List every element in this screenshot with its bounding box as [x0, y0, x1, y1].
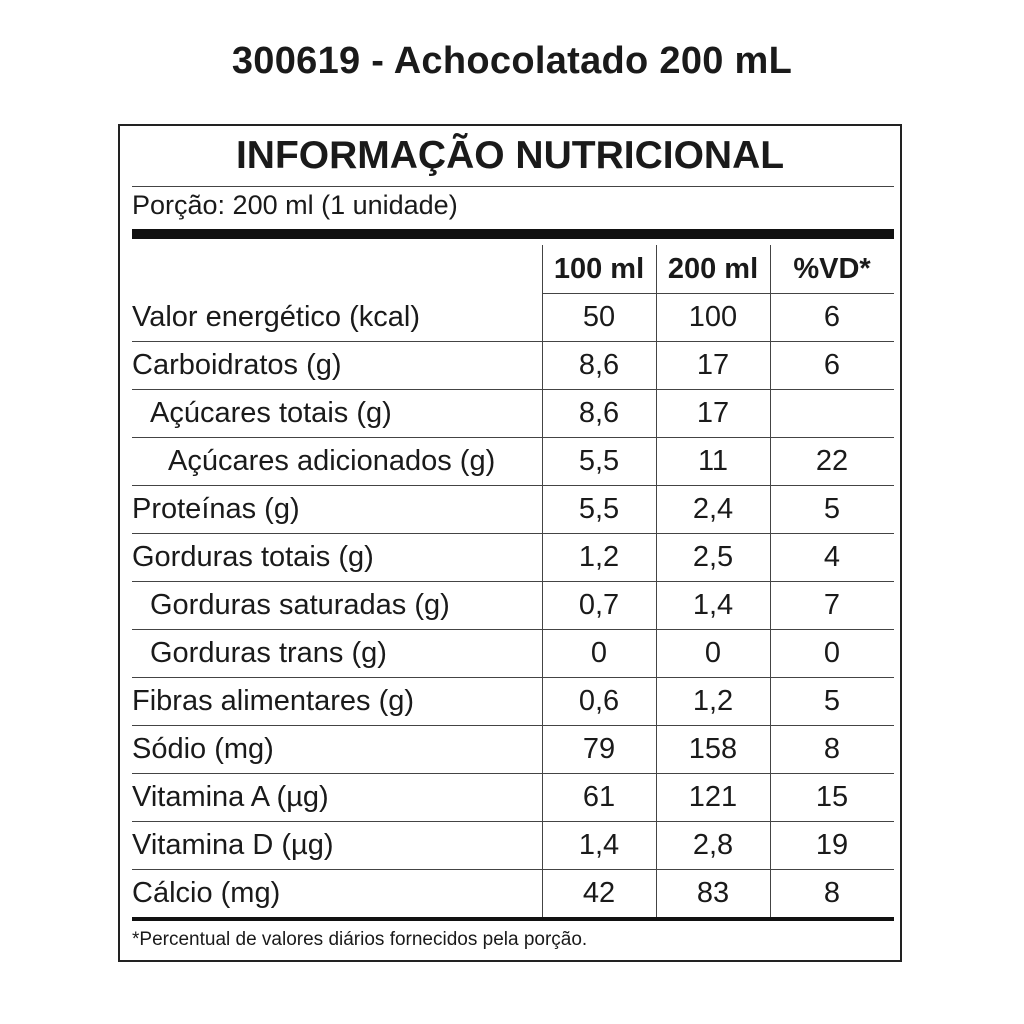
value-100ml: 8,6	[578, 397, 620, 429]
column-header-vd: %VD*	[793, 253, 871, 285]
value-200ml: 17	[696, 397, 730, 429]
value-100ml: 5,5	[578, 445, 620, 477]
value-200ml: 2,8	[692, 829, 734, 861]
value-100ml: 61	[582, 781, 616, 813]
footnote: *Percentual de valores diários fornecidos pela porção.	[132, 929, 588, 950]
value-100ml: 0,6	[578, 685, 620, 717]
value-200ml: 2,5	[692, 541, 734, 573]
table-row	[132, 341, 894, 389]
nutrient-label: Valor energético (kcal)	[132, 301, 420, 333]
value-vd: 19	[815, 829, 849, 861]
nutrient-label: Cálcio (mg)	[132, 877, 281, 909]
value-100ml: 0	[590, 637, 608, 669]
nutrient-label: Açúcares totais (g)	[150, 397, 392, 429]
value-100ml: 5,5	[578, 493, 620, 525]
nutrient-label: Fibras alimentares (g)	[132, 685, 415, 717]
column-header-row	[132, 245, 894, 293]
value-vd: 7	[823, 589, 841, 621]
nutrient-label: Proteínas (g)	[132, 493, 300, 525]
nutrient-label: Carboidratos (g)	[132, 349, 342, 381]
value-vd: 8	[823, 733, 841, 765]
value-vd: 0	[823, 637, 841, 669]
value-100ml: 50	[582, 301, 616, 333]
value-100ml: 8,6	[578, 349, 620, 381]
value-200ml: 17	[696, 349, 730, 381]
thick-divider	[132, 229, 894, 239]
nutrient-label: Vitamina A (µg)	[132, 781, 329, 813]
value-100ml: 79	[582, 733, 616, 765]
nutrient-label: Gorduras totais (g)	[132, 541, 374, 573]
value-200ml: 100	[688, 301, 738, 333]
table-row	[132, 869, 894, 917]
nutrient-label: Açúcares adicionados (g)	[168, 445, 496, 477]
table-row	[132, 485, 894, 533]
value-vd: 5	[823, 685, 841, 717]
value-200ml: 1,2	[692, 685, 734, 717]
table-row	[132, 389, 894, 437]
value-vd: 5	[823, 493, 841, 525]
value-100ml: 42	[582, 877, 616, 909]
value-vd: 6	[823, 349, 841, 381]
table-row	[132, 533, 894, 581]
table-row	[132, 629, 894, 677]
thick-divider	[132, 917, 894, 921]
value-200ml: 1,4	[692, 589, 734, 621]
value-vd: 22	[815, 445, 849, 477]
value-100ml: 1,2	[578, 541, 620, 573]
value-100ml: 1,4	[578, 829, 620, 861]
value-vd: 4	[823, 541, 841, 573]
table-row	[132, 821, 894, 869]
table-row	[132, 725, 894, 773]
table-row	[132, 293, 894, 341]
value-100ml: 0,7	[578, 589, 620, 621]
nutrition-facts-panel	[118, 124, 902, 962]
panel-heading: INFORMAÇÃO NUTRICIONAL	[235, 134, 785, 177]
value-200ml: 158	[688, 733, 738, 765]
nutrient-label: Gorduras saturadas (g)	[150, 589, 450, 621]
value-200ml: 121	[688, 781, 738, 813]
value-vd: 6	[823, 301, 841, 333]
value-200ml: 11	[697, 445, 729, 477]
value-200ml: 83	[696, 877, 730, 909]
value-200ml: 2,4	[692, 493, 734, 525]
value-vd: 15	[815, 781, 849, 813]
nutrient-label: Gorduras trans (g)	[150, 637, 387, 669]
nutrient-label: Sódio (mg)	[132, 733, 274, 765]
product-title: 300619 - Achocolatado 200 mL	[231, 40, 793, 82]
value-200ml: 0	[704, 637, 722, 669]
value-vd: 8	[823, 877, 841, 909]
table-row	[132, 677, 894, 725]
column-header-100ml: 100 ml	[553, 253, 645, 285]
table-row	[132, 773, 894, 821]
portion-size: Porção: 200 ml (1 unidade)	[132, 190, 458, 220]
table-row	[132, 581, 894, 629]
divider	[132, 186, 894, 187]
table-row	[132, 437, 894, 485]
value-vd	[770, 389, 894, 437]
nutrient-label: Vitamina D (µg)	[132, 829, 334, 861]
column-header-200ml: 200 ml	[667, 253, 759, 285]
